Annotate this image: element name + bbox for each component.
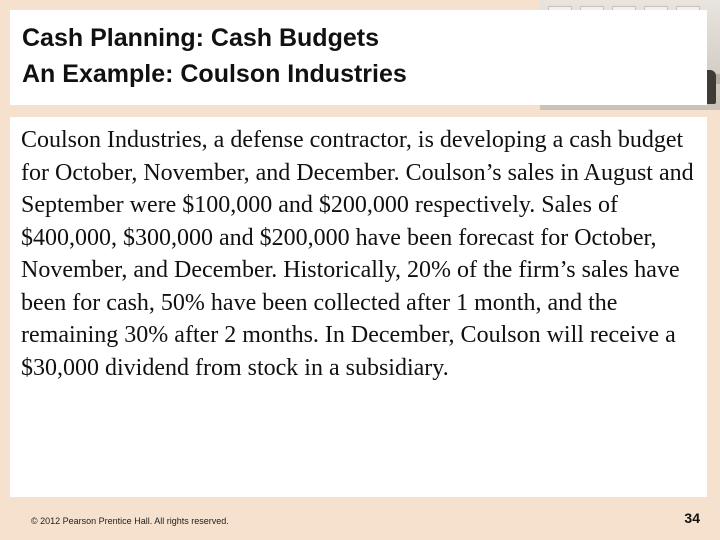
title-line-2: An Example: Coulson Industries	[22, 60, 407, 88]
title-panel	[10, 10, 707, 105]
title-line-1: Cash Planning: Cash Budgets	[22, 24, 379, 52]
body-paragraph: Coulson Industries, a defense contractor, is developing a cash budget for October, November, and December. Coulson’s sales in August and September were $100,000 and $200,000 respectively. Sales of $400,000, $300,000 and $200,000 have been forecast for October, November, and December. Historically, 20% of the firm’s sales have been for cash, 50% have been collected after 1 month, and the remaining 30% after 2 months. In December, Coulson will receive a $30,000 dividend from stock in a subsidiary.	[21, 127, 694, 381]
copyright-footer: © 2012 Pearson Prentice Hall. All rights reserved.	[31, 516, 229, 526]
page-number: 34	[684, 510, 700, 526]
content-panel	[10, 117, 707, 497]
